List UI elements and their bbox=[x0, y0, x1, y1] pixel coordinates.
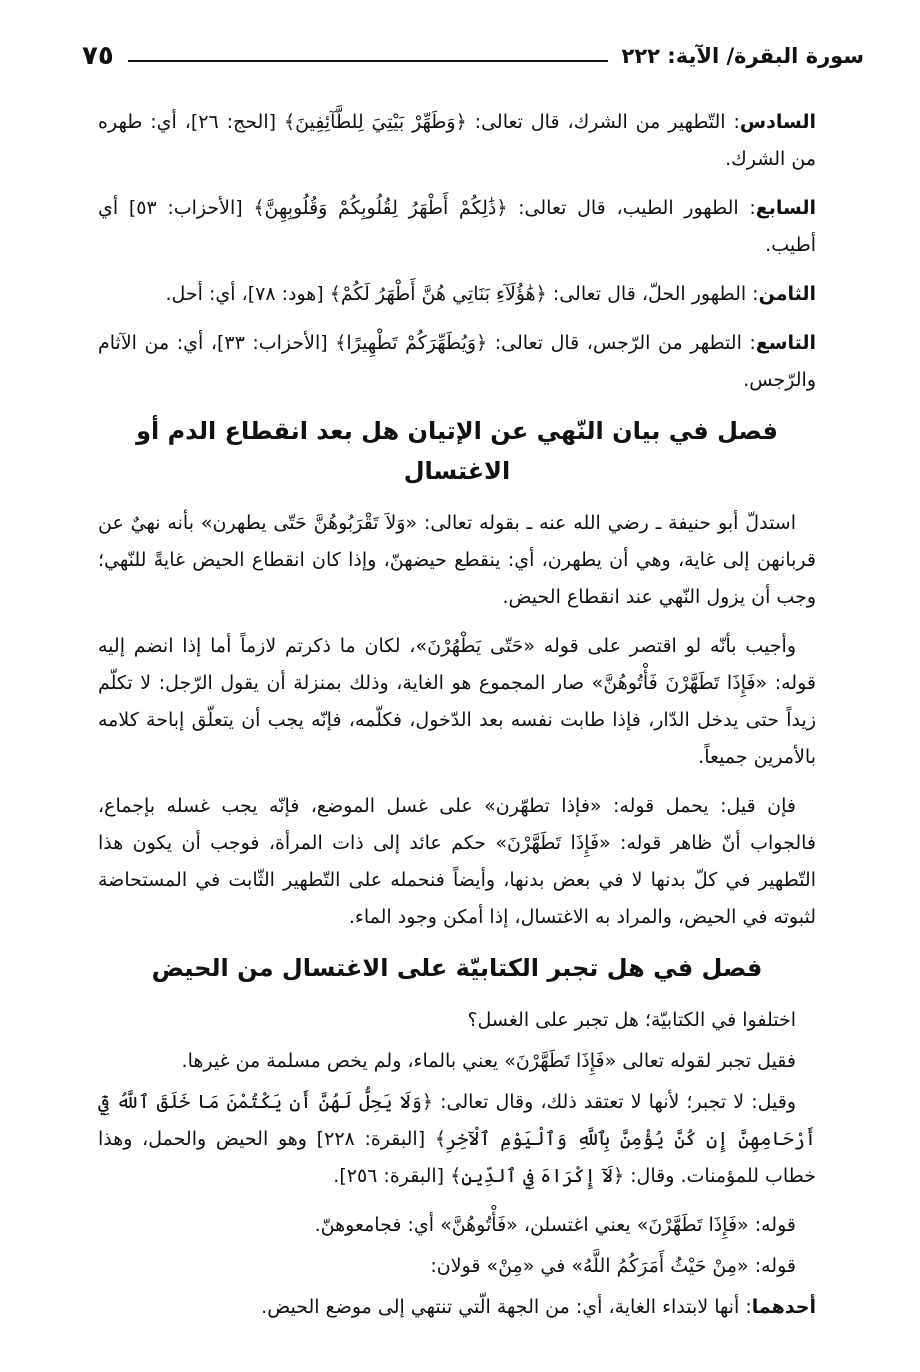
meaning-item-8 bbox=[98, 276, 816, 313]
item-label: السابع bbox=[755, 197, 817, 219]
quran-verse: ﴿لَآ إِكْرَاهَ فِي ٱلدِّينِ﴾ bbox=[450, 1165, 625, 1187]
meaning-item-9 bbox=[98, 325, 816, 399]
item-rest: [الأحزاب: ٣٣]، أي: من الآثام والرّجس. bbox=[98, 332, 816, 391]
section2-paragraph-2: فقيل تجبر لقوله تعالى «فَإِذَا تَطَهَّرْنَ» يعني بالماء، ولم يخص مسلمة من غيرها. bbox=[181, 1050, 796, 1072]
quran-verse: ﴿هَٰؤُلَآءِ بَنَاتِي هُنَّ أَطْهَرُ لَكُمْ﴾ bbox=[329, 283, 547, 305]
item-text: : الطهور الطيب، قال تعالى: bbox=[507, 197, 756, 219]
quran-verse: ﴿وَيُطَهِّرَكُمْ تَطْهِيرًا﴾ bbox=[335, 332, 488, 354]
section1-paragraph-3: فإن قيل: يحمل قوله: «فإذا تطهّرن» على غسل الموضع، فإنّه يجب غسله بإجماع، فالجواب أنّ ظاهر قوله: «فَإِذَا تَطَهَّرْنَ» حكم عائد إلى ذات المرأة، فوجب أن يكون هذا التّطهير في كلّ بدنها لا في بعض بدنها، وأيضاً فنحمله على التّطهير الثّابت في المستحاضة لثبوته في الحيض، والمراد به الاغتسال، إذا أمكن وجود الماء. bbox=[98, 795, 816, 928]
item-label: الثامن bbox=[758, 283, 816, 305]
item-text: : التطهر من الرّجس، قال تعالى: bbox=[487, 332, 756, 354]
section2-paragraph-3 bbox=[98, 1084, 816, 1195]
running-title: سورة البقرة/ الآية: ٢٢٢ bbox=[621, 44, 864, 68]
paragraph-text: [البقرة: ٢٢٨] وهو الحيض والحمل، وهذا خطاب للمؤمنات. وقال: bbox=[98, 1128, 816, 1187]
item-rest: [هود: ٧٨]، أي: أحل. bbox=[165, 283, 330, 305]
page-number: ٧٥ bbox=[82, 41, 114, 71]
page-body bbox=[98, 104, 816, 1338]
section2-paragraph-1: اختلفوا في الكتابيّة؛ هل تجبر على الغسل؟ bbox=[467, 1009, 796, 1031]
item-text: : التّطهير من الشرك، قال تعالى: bbox=[466, 111, 740, 133]
section1-paragraph-2: وأجيب بأنّه لو اقتصر على قوله «حَتّى يَطْهُرْنَ»، لكان ما ذكرتم لازماً أما إذا انضم إليه قوله: «فَإِذَا تَطَهَّرْنَ فَأْتُوهُنَّ» صار المجموع هو الغاية، وذلك بمنزلة أن يقول الرّجل: لا تكلّم زيداً حتى يدخل الدّار، فإذا طابت نفسه بعد الدّخول، فكلّمه، فإنّه يجب أن يتعلّق إباحة كلامه بالأمرين جميعاً. bbox=[98, 635, 816, 768]
item-label: السادس bbox=[739, 111, 817, 133]
item-rest: [الحج: ٢٦]، أي: طهره من الشرك. bbox=[98, 111, 816, 170]
item-text: : الطهور الحلّ، قال تعالى: bbox=[546, 283, 759, 305]
section2-paragraph-4: قوله: «فَإِذَا تَطَهَّرْنَ» يعني اغتسلن، «فَأْتُوهُنَّ» أي: فجامعوهنّ. bbox=[314, 1214, 796, 1236]
paragraph-text: : أنها لابتداء الغاية، أي: من الجهة الّتي تنتهي إلى موضع الحيض. bbox=[261, 1296, 752, 1318]
meaning-item-6 bbox=[98, 104, 816, 178]
section-heading-2: فصل في هل تجبر الكتابيّة على الاغتسال من الحيض bbox=[151, 954, 763, 982]
page-header bbox=[82, 38, 864, 74]
meaning-item-7 bbox=[98, 190, 816, 264]
paragraph-text: [البقرة: ٢٥٦]. bbox=[333, 1165, 451, 1187]
quran-verse: ﴿ذَٰلِكُمْ أَطْهَرُ لِقُلُوبِكُمْ وَقُلُوبِهِنَّ﴾ bbox=[253, 197, 508, 219]
section-heading-1: فصل في بيان النّهي عن الإتيان هل بعد انقطاع الدم أو الاغتسال bbox=[136, 417, 778, 485]
item-label: أحدهما bbox=[751, 1296, 816, 1318]
section2-paragraph-6 bbox=[98, 1289, 816, 1326]
item-rest: [الأحزاب: ٥٣] أي أطيب. bbox=[98, 197, 816, 256]
item-label: التاسع bbox=[755, 332, 817, 354]
paragraph-text: وقيل: لا تجبر؛ لأنها لا تعتقد ذلك، وقال تعالى: bbox=[433, 1091, 797, 1113]
quran-verse: ﴿وَلَا يَحِلُّ لَهُنَّ أَن يَكْتُمْنَ مَا خَلَقَ ٱللَّهُ فِيٓ أَرْحَامِهِنَّ إِن كُنَّ يُؤْمِنَّ بِٱللَّهِ وَٱلْيَوْمِ ٱلْآخِرِ﴾ bbox=[98, 1091, 817, 1150]
quran-verse: ﴿وَطَهِّرْ بَيْتِيَ لِلطَّآئِفِينَ﴾ bbox=[283, 111, 467, 133]
header-rule bbox=[128, 60, 608, 62]
section1-paragraph-1: استدلّ أبو حنيفة ـ رضي الله عنه ـ بقوله تعالى: «وَلاَ تَقْرَبُوهُنَّ حَتّى يطهرن» بأنه نهيٌ عن قربانهن إلى غاية، وهي أن يطهرن، أي: ينقطع حيضهنّ، وإذا كان انقطاع الحيض غايةً للنّهي؛ وجب أن يزول النّهي عند انقطاع الحيض. bbox=[98, 512, 816, 608]
section2-paragraph-5: قوله: «مِنْ حَيْثُ أَمَرَكُمُ اللَّهُ» في «مِنْ» قولان: bbox=[430, 1255, 796, 1277]
